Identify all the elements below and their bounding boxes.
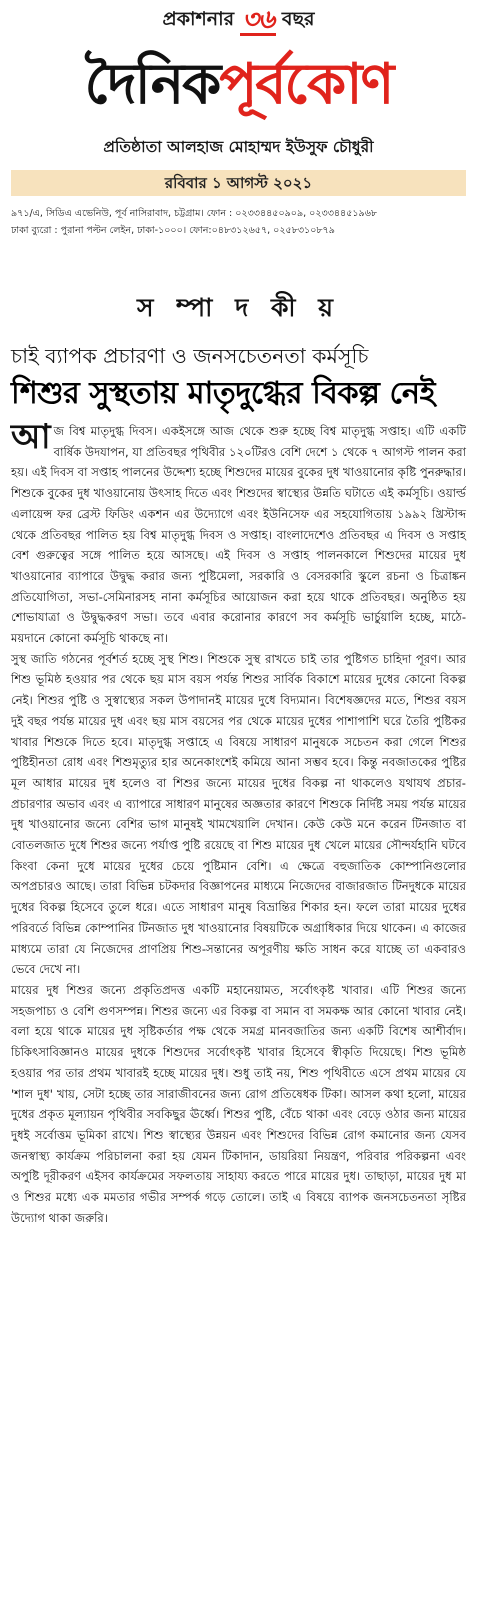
publication-date: রবিবার ১ আগস্ট ২০২১ <box>11 170 466 196</box>
paragraph-1 <box>11 417 466 649</box>
address-dhaka-bureau: ঢাকা ব্যুরো : পুরানা পল্টন লেইন, ঢাকা-১০০০। ফোন:০৪৮৩১২৬৫৭, ০২৫৮৩১০৮৭৯ <box>11 225 335 236</box>
article-kicker: চাই ব্যাপক প্রচারণা ও জনসচেতনতা কর্মসূচি <box>11 344 369 368</box>
logo-text-black: দৈনিক <box>84 52 220 117</box>
article-headline: শিশুর সুস্থতায় মাতৃদুগ্ধের বিকল্প নেই <box>11 376 435 411</box>
article-body <box>11 417 466 1228</box>
logo-text-red: পূর্বকোণ <box>219 52 393 117</box>
anniversary-suffix: বছর <box>281 8 315 30</box>
paragraph-1-text: জ বিশ্ব মাতৃদুগ্ধ দিবস। একইসঙ্গে আজ থেকে শুরু হচ্ছে বিশ্ব মাতৃদুগ্ধ সপ্তাহ। এটি একটি বার্ষিক উদযাপন, যা প্রতিবছর পৃথিবীর ১২০টিরও বেশি দেশে ১ থেকে ৭ আগস্ট পালন করা হয়। এই দিবস বা সপ্তাহ পালনের উদ্দেশ্য হচ্ছে শিশুদের মায়ের বুকের দুধ খাওয়ানোর কৃষ্টি পুনরুদ্ধার। শিশুকে বুকের দুধ খাওয়ানোয় উৎসাহ দিতে এবং শিশুদের স্বাস্থ্যের উন্নতি ঘটাতে এই কর্মসূচি। ওয়ার্ল্ড এলায়েন্স ফর ব্রেস্ট ফিডিং একশন এর উদ্যোগে এবং ইউনিসেফ এর সহযোগিতায় ১৯৯২ খ্রিস্টাব্দ থেকে প্রতিবছর পালিত হয় বিশ্ব মাতৃদুগ্ধ দিবস ও সপ্তাহ। বাংলাদেশেও প্রতিবছর এ দিবস ও সপ্তাহ বেশ গুরুত্বের সঙ্গে পালিত হয়ে আসছে। এই দিবস ও সপ্তাহ পালনকালে শিশুদের মায়ের দুধ খাওয়ানোর ব্যাপারে উদ্বুদ্ধ করার জন্য পুষ্টিমেলা, সরকারি ও বেসরকারি স্কুলে রচনা ও চিত্রাঙ্কন প্রতিযোগিতা, সভা-সেমিনারসহ নানা কর্মসূচির আয়োজন করা হয়ে থাকে প্রতিবছর। অনুষ্ঠিত হয় শোভাযাত্রা ও উদ্বুদ্ধকরণ সভা। তবে এবার করোনার কারণে সব কর্মসূচি ভার্চুয়ালি হচ্ছে, মাঠে-ময়দানে কোনো কর্মসূচি থাকছে না। <box>11 424 466 646</box>
drop-cap: আ <box>11 417 51 457</box>
section-title: স ম্পা দ কী য় <box>136 293 341 322</box>
newspaper-logo[interactable] <box>0 46 477 124</box>
paragraph-3: মায়ের দুধ শিশুর জন্যে প্রকৃতিপ্রদত্ত একটি মহানেয়ামত, সর্বোৎকৃষ্ট খাবার। এটি শিশুর জন্যে সহজপাচ্য ও বেশি গুণসম্পন্ন। শিশুর জন্যে এর বিকল্প বা সমান বা সমকক্ষ আর কোনো খাবার নেই। বলা হয়ে থাকে মায়ের দুধ সৃষ্টিকর্তার পক্ষ থেকে সমগ্র মানবজাতির জন্য একটি বিশেষ আশীর্বাদ। চিকিৎসাবিজ্ঞানও মায়ের দুধকে শিশুদের সর্বোৎকৃষ্ট খাবার হিসেবে স্বীকৃতি দিয়েছে। শিশু ভূমিষ্ঠ হওয়ার পর তার প্রথম খাবারই হচ্ছে মায়ের দুধ। শুধু তাই নয়, শিশু পৃথিবীতে এসে প্রথম মায়ের যে 'শাল দুধ' খায়, সেটা হচ্ছে তার সারাজীবনের জন্য রোগ প্রতিষেধক টিকা। আসল কথা হলো, মায়ের দুধের প্রকৃত মূল্যায়ন পৃথিবীর সবকিছুর ঊর্ধ্বে। শিশুর পুষ্টি, বেঁচে থাকা এবং বেড়ে ওঠার জন্য মায়ের দুধই সর্বোত্তম ভূমিকা রাখে। শিশু স্বাস্থ্যের উন্নয়ন এবং শিশুদের বিভিন্ন রোগ কমানোর জন্য যেসব জনস্বাস্থ্য কার্যক্রম পরিচালনা করা হয় যেমন টিকাদান, ডায়রিয়া নিয়ন্ত্রণ, পরিবার পরিকল্পনা এবং অপুষ্টি দূরীকরণ এইসব কার্যক্রমের সফলতায় সাহায্য করতে পারে মায়ের দুধ। তাছাড়া, মায়ের দুধ মা ও শিশুর মধ্যে এক মমতার গভীর সম্পর্ক গড়ে তোলে। তাই এ বিষয়ে ব্যাপক জনসচেতনতা সৃষ্টির উদ্যোগ থাকা জরুরি। <box>11 982 466 1225</box>
anniversary-prefix: প্রকাশনার <box>162 8 235 30</box>
anniversary-line <box>0 6 477 36</box>
founder-line: প্রতিষ্ঠাতা আলহাজ মোহাম্মদ ইউসুফ চৌধুরী <box>103 138 374 156</box>
address-chattogram: ৯৭১/এ, সিডিএ এভেনিউ, পূর্ব নাসিরাবাদ, চট্টগ্রাম। ফোন : ০২৩৩৪৪৫০৯০৯, ০২৩৩৪৪৫১৯৬৮ <box>11 208 378 219</box>
paragraph-2: সুস্থ জাতি গঠনের পূর্বশর্ত হচ্ছে সুস্থ শিশু। শিশুকে সুস্থ রাখতে চাই তার পুষ্টিগত চাহিদা পূরণ। আর শিশু ভূমিষ্ঠ হওয়ার পর থেকে ছয় মাস বয়স পর্যন্ত শিশুর সার্বিক বিকাশে মায়ের দুধের কোনো বিকল্প নেই। শিশুর পুষ্টি ও সুস্বাস্থ্যের সকল উপাদানই মায়ের দুধে বিদ্যমান। বিশেষজ্ঞদের মতে, শিশুর বয়স দুই বছর পর্যন্ত মায়ের দুধ এবং ছয় মাস বয়সের পর থেকে মায়ের দুধের পাশাপাশি ঘরে তৈরি পুষ্টিকর খাবার শিশুকে দিতে হবে। মাতৃদুগ্ধ সপ্তাহে এ বিষয়ে সাধারণ মানুষকে সচেতন করা গেলে শিশুর পুষ্টিহীনতা রোধ এবং শিশুমৃত্যুর হার অনেকাংশেই কমিয়ে আনা সম্ভব হবে। কিন্তু নবজাতকের পুষ্টির মূল আধার মায়ের দুধ হলেও বা শিশুর জন্যে মায়ের দুধের বিকল্প না থাকলেও যথাযথ প্রচার-প্রচারণার অভাব এবং এ ব্যাপারে সাধারণ মানুষের অজ্ঞতার কারণে শিশুকে নির্দিষ্ট সময় পর্যন্ত মায়ের দুধ খাওয়ানোর জন্যে বেশির ভাগ মানুষই খামখেয়ালি দেখান। কেউ কেউ মনে করেন টিনজাত বা বোতলজাত দুধে শিশুর জন্যে পর্যাপ্ত পুষ্টি রয়েছে বা শিশু মায়ের দুধ খেলে মায়ের সৌন্দর্যহানি ঘটবে কিংবা কেনা দুধে মায়ের দুধের চেয়ে পুষ্টিমান বেশি। এ ক্ষেত্রে বহুজাতিক কোম্পানিগুলোর অপপ্রচারও আছে। তারা বিভিন্ন চটকদার বিজ্ঞাপনের মাধ্যমে নিজেদের বাজারজাত টিনদুধকে মায়ের দুধের বিকল্প হিসেবে তুলে ধরে। এতে সাধারণ মানুষ বিভ্রান্তির শিকার হন। ফলে তারা মায়ের দুধের পরিবর্তে বিভিন্ন কোম্পানির টিনজাত দুধ খাওয়ানোর বিষয়টিকে অগ্রাধিকার দিয়ে থাকেন। এ কাজের মাধ্যমে তারা যে নিজেদের প্রাণপ্রিয় শিশু-সন্তানের অপূরণীয় ক্ষতি সাধন করে যাচ্ছে তা একবারও ভেবে দেখে না। <box>11 651 466 977</box>
anniversary-badge: ৩৬ <box>242 4 274 35</box>
